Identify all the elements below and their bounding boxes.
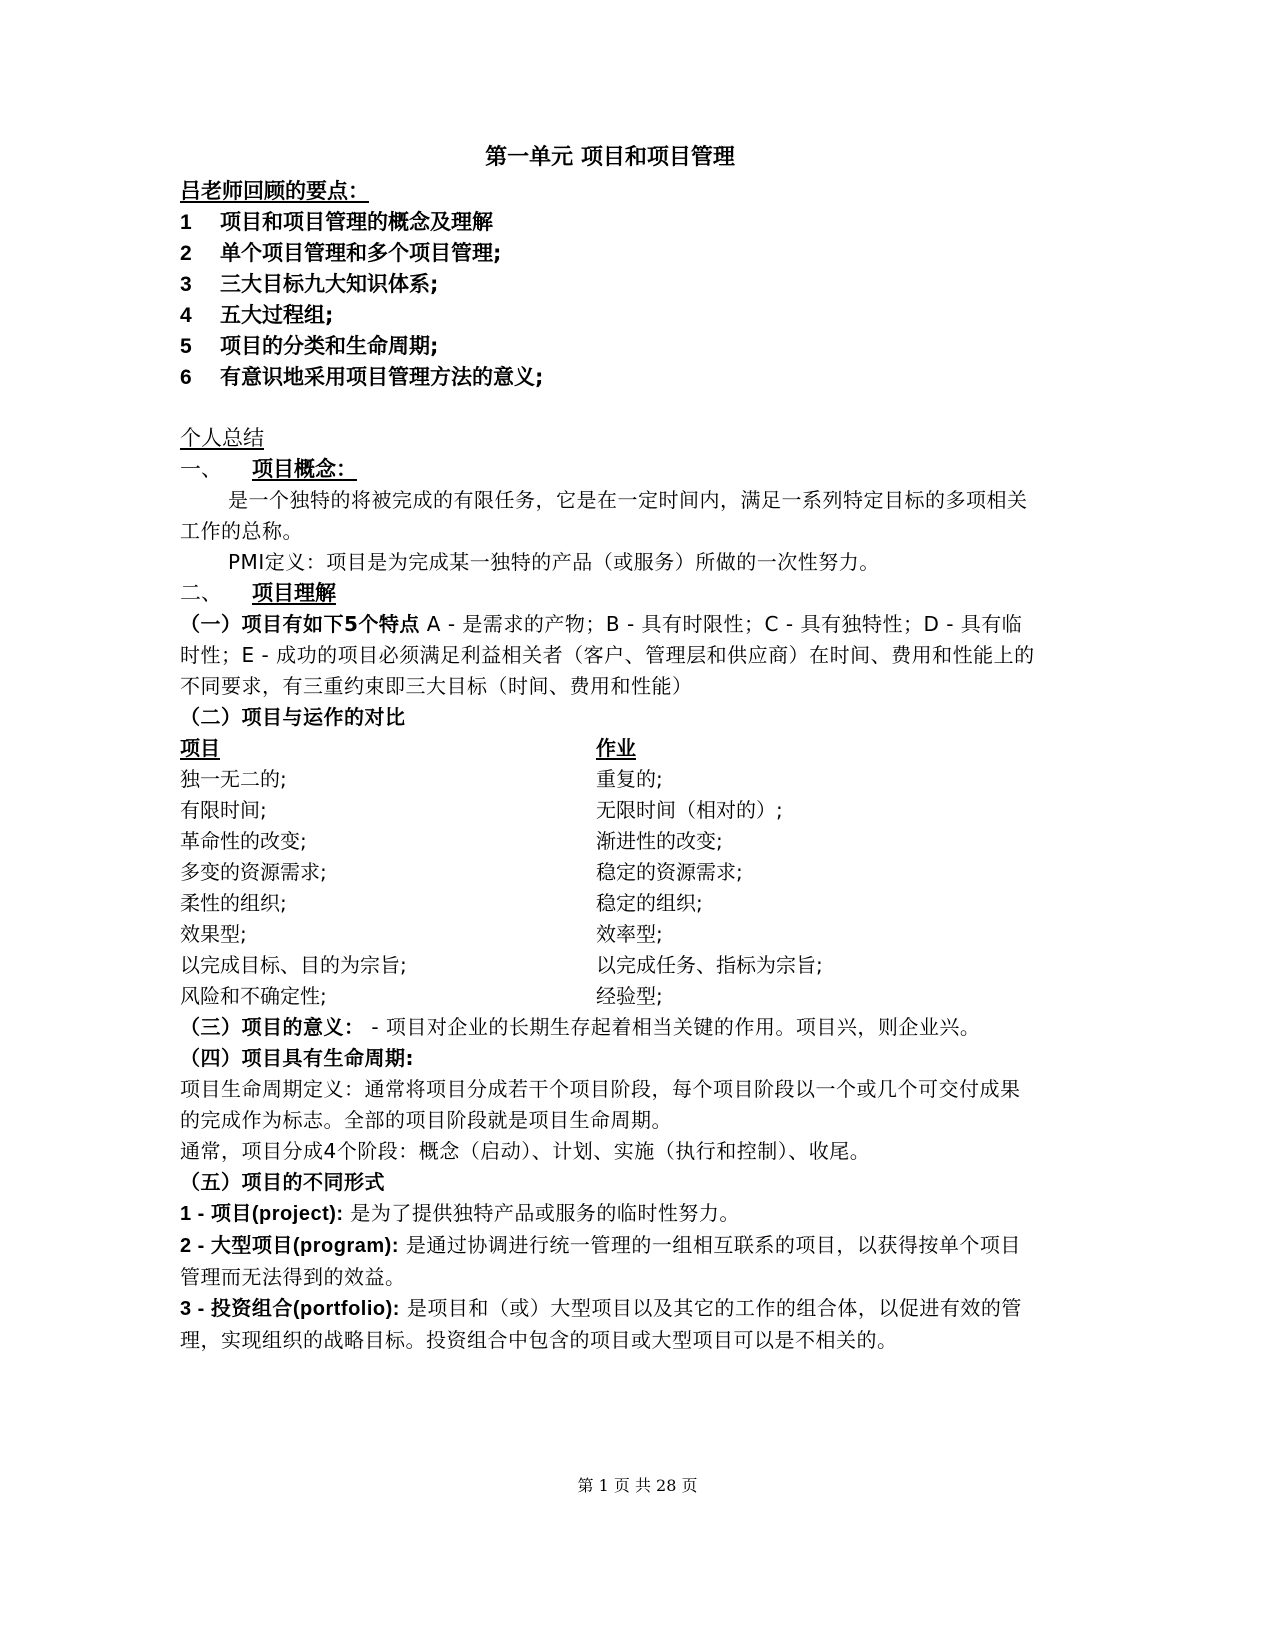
compare-label: （二）项目与运作的对比: [180, 705, 406, 729]
section-title: 项目概念：: [252, 457, 357, 481]
review-item: [180, 362, 1040, 393]
project-cell: 革命性的改变;: [180, 829, 307, 853]
review-item-number: 3: [180, 273, 192, 296]
operation-cell: 渐进性的改变;: [596, 829, 723, 853]
document-title: 第一单元 项目和项目管理: [485, 145, 735, 170]
features-label: （一）项目有如下5个特点: [180, 612, 420, 636]
document-page: [180, 142, 1040, 1356]
operation-cell: 稳定的组织;: [596, 891, 703, 915]
meaning-label: （三）项目的意义：: [180, 1015, 365, 1039]
section-title: 项目理解: [252, 581, 336, 605]
operation-cell: 稳定的资源需求;: [596, 860, 743, 884]
form-item-text: 是项目和（或）大型项目以及其它的工作的组合体，以促进有效的管理，实现组织的战略目标。投资组合中包含的项目或大型项目可以是不相关的。: [180, 1296, 1022, 1352]
summary-heading: 个人总结: [180, 426, 264, 450]
form-item: [180, 1230, 1040, 1293]
features-paragraph: [180, 609, 1040, 702]
review-item-text: 三大目标九大知识体系;: [220, 272, 439, 296]
review-heading: 吕老师回顾的要点：: [180, 179, 369, 203]
lifecycle-definition: 项目生命周期定义：通常将项目分成若干个项目阶段，每个项目阶段以一个或几个可交付成果的完成作为标志。全部的项目阶段就是项目生命周期。: [180, 1077, 1021, 1132]
lifecycle-label: （四）项目具有生命周期:: [180, 1046, 414, 1070]
review-item-number: 6: [180, 366, 192, 389]
operation-cell: 无限时间（相对的）;: [596, 798, 783, 822]
form-item-label: 2 - 大型项目(program):: [180, 1235, 399, 1257]
review-item-text: 项目和项目管理的概念及理解: [220, 210, 493, 234]
form-item-text: 是为了提供独特产品或服务的临时性努力。: [343, 1201, 740, 1225]
spacer: [180, 393, 1040, 423]
review-item-number: 1: [180, 211, 192, 234]
meaning-paragraph: [180, 1012, 1040, 1043]
section-2-heading: [180, 578, 1040, 609]
review-item-text: 单个项目管理和多个项目管理;: [220, 241, 502, 265]
features-text: A - 是需求的产物；B - 具有时限性；C - 具有独特性；D - 具有临时性；E - 成功的项目必须满足利益相关者（客户、管理层和供应商）在时间、费用和性能上的不同要求，有三重约束即三大目标（时间、费用和性能）: [180, 612, 1035, 698]
review-item-number: 4: [180, 304, 192, 327]
section-number: 一、: [180, 457, 222, 481]
review-list: [180, 207, 1040, 393]
project-column-header: 项目: [180, 736, 220, 760]
lifecycle-stages: 通常，项目分成4个阶段：概念（启动）、计划、实施（执行和控制）、收尾。: [180, 1139, 871, 1163]
review-item: [180, 331, 1040, 362]
review-item-text: 项目的分类和生命周期;: [220, 334, 439, 358]
project-cell: 风险和不确定性;: [180, 984, 327, 1008]
project-cell: 柔性的组织;: [180, 891, 287, 915]
form-item: [180, 1293, 1040, 1356]
section-number: 二、: [180, 581, 222, 605]
form-item-label: 1 - 项目(project):: [180, 1203, 344, 1225]
form-item-text: 是通过协调进行统一管理的一组相互联系的项目，以获得按单个项目管理而无法得到的效益。: [180, 1233, 1021, 1289]
project-cell: 独一无二的;: [180, 767, 287, 791]
review-item: [180, 238, 1040, 269]
operation-cell: 效率型;: [596, 922, 663, 946]
form-item: [180, 1198, 1040, 1230]
section-1-heading: [180, 454, 1040, 485]
operation-column-header: 作业: [596, 736, 636, 760]
project-cell: 有限时间;: [180, 798, 267, 822]
meaning-text: - 项目对企业的长期生存起着相当关键的作用。项目兴，则企业兴。: [364, 1015, 981, 1039]
review-item: [180, 269, 1040, 300]
project-concept-paragraph: 是一个独特的将被完成的有限任务，它是在一定时间内，满足一系列特定目标的多项相关工作的总称。: [180, 488, 1028, 543]
operation-cell: 以完成任务、指标为宗旨;: [596, 953, 823, 977]
page-footer: 第 1 页 共 28 页: [577, 1476, 698, 1495]
review-item-number: 2: [180, 242, 192, 265]
comparison-table: [180, 733, 1040, 1012]
review-item-text: 五大过程组;: [220, 303, 334, 327]
project-cell: 效果型;: [180, 922, 247, 946]
review-item-text: 有意识地采用项目管理方法的意义;: [220, 365, 544, 389]
project-cell: 多变的资源需求;: [180, 860, 327, 884]
form-item-label: 3 - 投资组合(portfolio):: [180, 1298, 400, 1320]
review-item-number: 5: [180, 335, 192, 358]
operation-cell: 重复的;: [596, 767, 663, 791]
forms-label: （五）项目的不同形式: [180, 1170, 385, 1194]
pmi-definition-paragraph: PMI定义：项目是为完成某一独特的产品（或服务）所做的一次性努力。: [228, 550, 880, 574]
operation-cell: 经验型;: [596, 984, 663, 1008]
review-item: [180, 300, 1040, 331]
project-cell: 以完成目标、目的为宗旨;: [180, 953, 407, 977]
review-item: [180, 207, 1040, 238]
